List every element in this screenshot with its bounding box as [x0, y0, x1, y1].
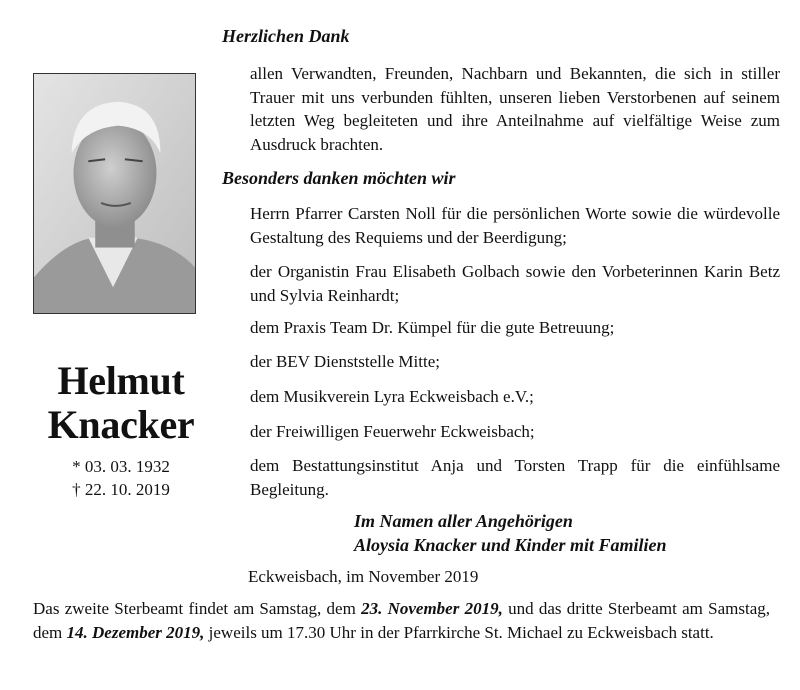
thanks-text: allen Verwandten, Freunden, Nachbarn und Bekannten, die sich in stiller Trauer mit uns verbunden fühlten, unseren lieben Verstorbenen auf seinem letzten Weg begleiteten und ihre Anteilnahme auf vielfältige Weise zum Ausdruck brachten. — [250, 64, 780, 154]
footer-date-1: 23. November 2019, — [361, 599, 503, 618]
footer-notice — [33, 597, 770, 644]
footer-date-2: 14. Dezember 2019, — [66, 622, 205, 642]
signature-line-1: Im Namen aller Angehörigen — [354, 511, 573, 531]
birth-date: * 03. 03. 1932 — [72, 457, 170, 476]
deceased-last-name: Knacker — [47, 402, 195, 447]
deceased-first-name: Helmut — [57, 358, 185, 403]
thanks-item-musikverein: dem Musikverein Lyra Eckweisbach e.V.; — [250, 387, 534, 406]
footer-text-2: und das dritte Sterbeamt am Samstag, dem — [33, 599, 770, 642]
thanks-item-praxis: dem Praxis Team Dr. Kümpel für die gute Betreuung; — [250, 318, 615, 337]
thanks-item-bev: der BEV Dienststelle Mitte; — [250, 352, 440, 371]
portrait-image — [34, 74, 195, 313]
thanks-item-bestattung: dem Bestattungsinstitut Anja und Torsten Trapp für die einfühlsame Begleitung. — [250, 456, 780, 499]
thanks-item-feuerwehr: der Freiwilligen Feuerwehr Eckweisbach; — [250, 422, 535, 441]
thanks-heading: Herzlichen Dank — [222, 26, 350, 46]
place-date: Eckweisbach, im November 2019 — [248, 567, 479, 586]
thanks-item-organist: der Organistin Frau Elisabeth Golbach sowie den Vorbeterinnen Karin Betz und Sylvia Reinhardt; — [250, 262, 780, 305]
footer-text-1: Das zweite Sterbeamt findet am Samstag, dem — [33, 599, 362, 618]
portrait-photo — [33, 73, 196, 314]
footer-text-3: jeweils um 17.30 Uhr in der Pfarrkirche St. Michael zu Eckweisbach statt. — [204, 622, 714, 642]
special-thanks-heading: Besonders danken möchten wir — [222, 168, 456, 188]
signature-line-2: Aloysia Knacker und Kinder mit Familien — [354, 535, 667, 555]
thanks-item-pastor: Herrn Pfarrer Carsten Noll für die persönlichen Worte sowie die würdevolle Gestaltung des Requiems und der Beerdigung; — [250, 204, 780, 247]
death-date: † 22. 10. 2019 — [72, 480, 170, 499]
